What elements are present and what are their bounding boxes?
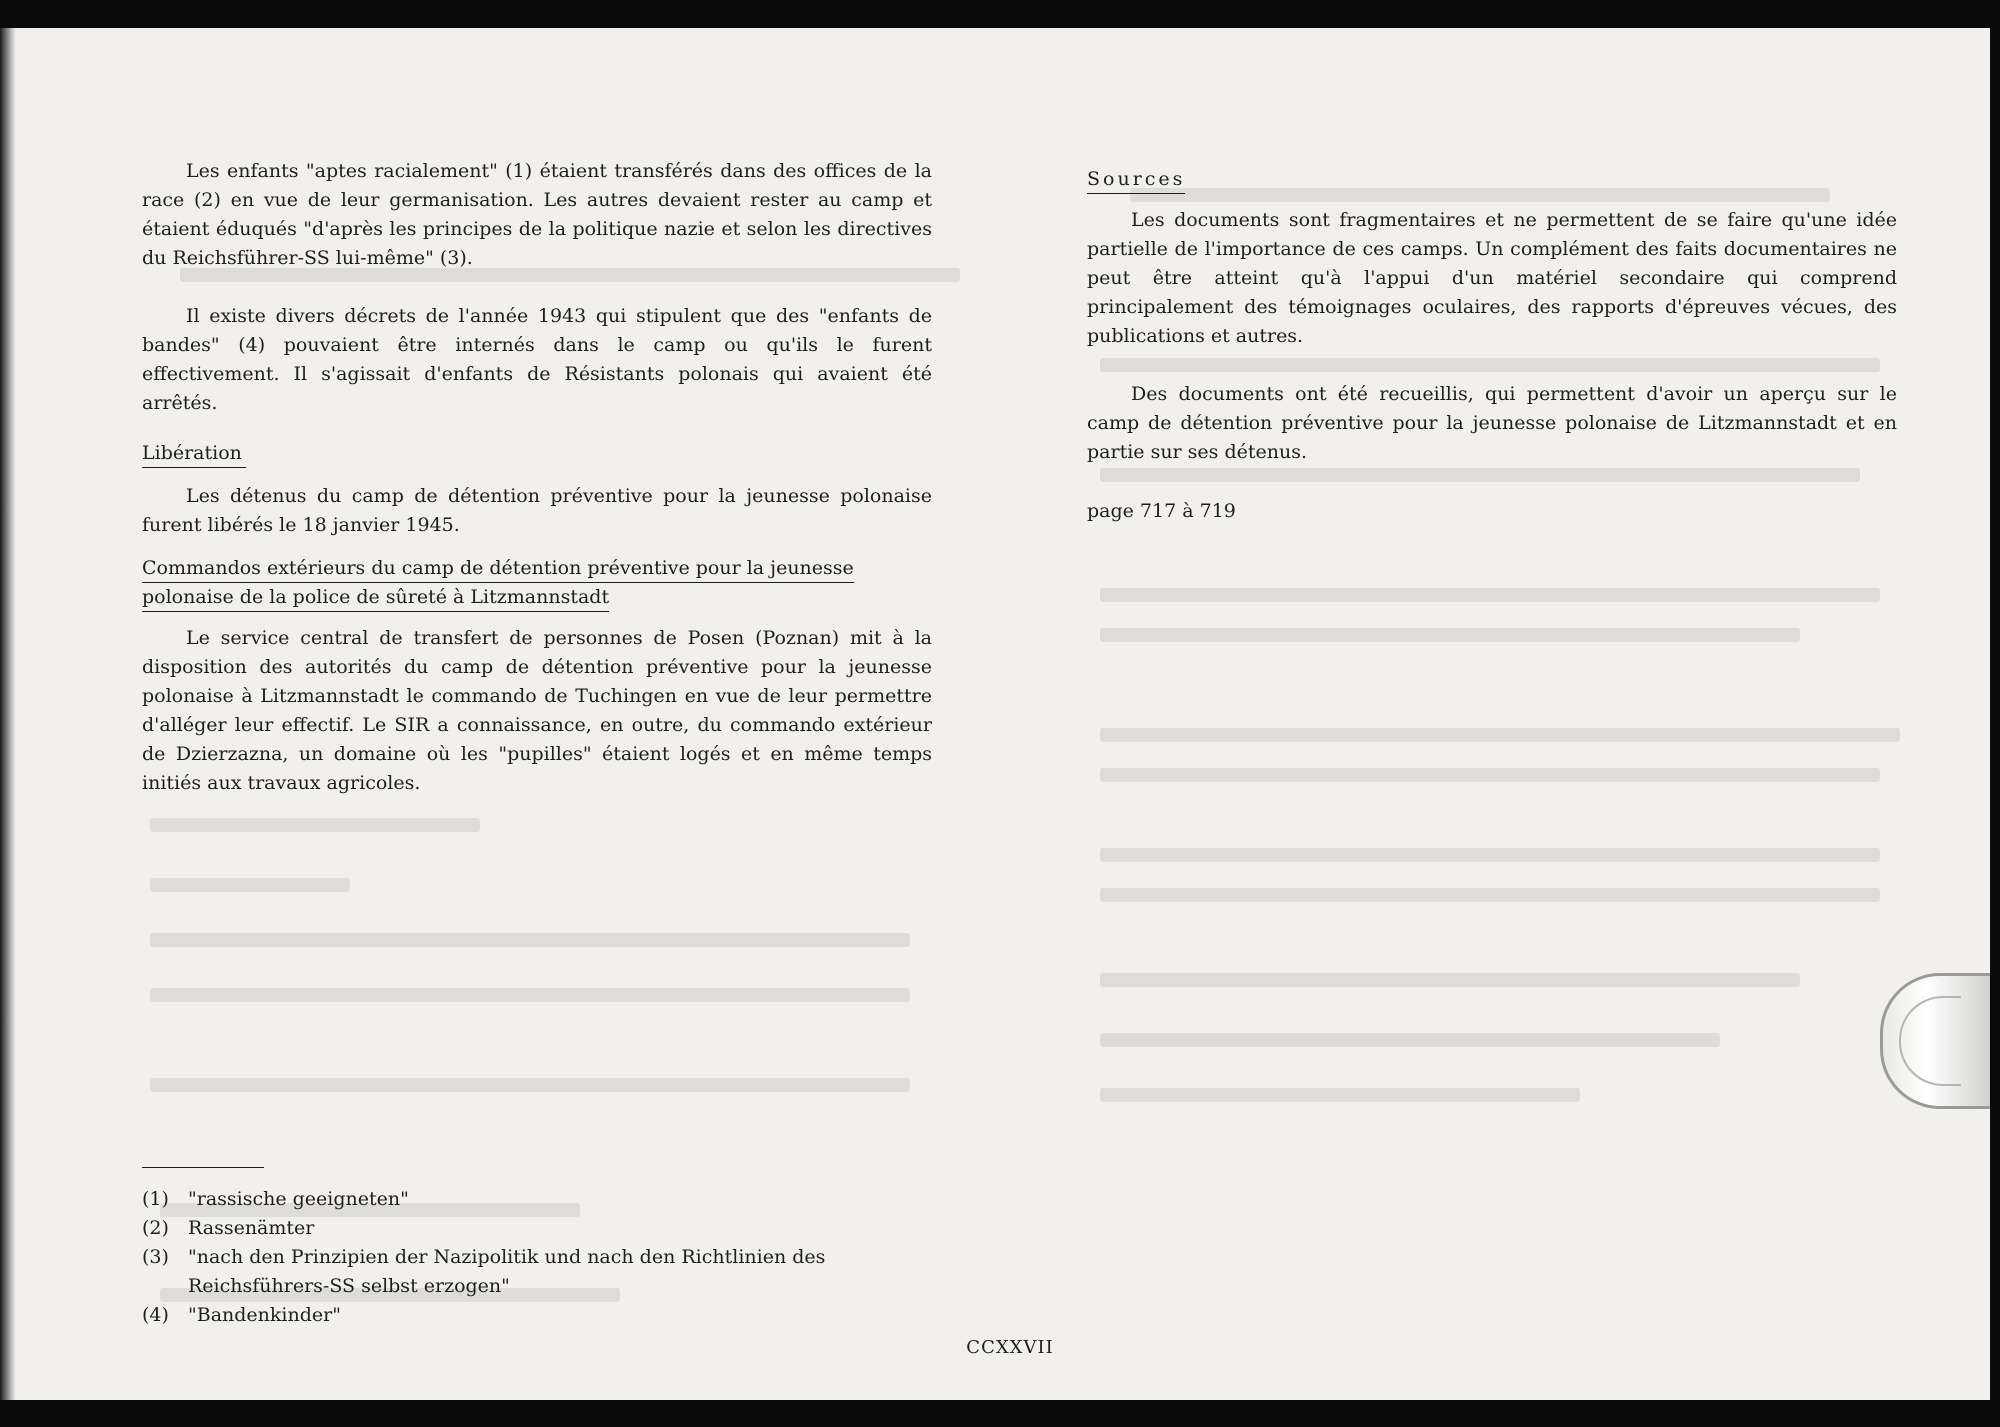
bleed-through-mark	[1100, 1033, 1720, 1047]
paper-clip-loop	[1899, 996, 1961, 1086]
bleed-through-mark	[1100, 973, 1800, 987]
heading-commandos-line-2: polonaise de la police de sûreté à Litzmannstadt	[142, 583, 609, 612]
footnote-text: "nach den Prinzipien der Nazipolitik und nach den Richtlinien des Reichsführers-SS selbst erzogen"	[188, 1246, 826, 1297]
bleed-through-mark	[1100, 1088, 1580, 1102]
footnote-text: "rassische geeigneten"	[188, 1188, 409, 1210]
footnote	[142, 1243, 902, 1301]
heading-liberation: Libération	[142, 440, 246, 468]
bleed-through-mark	[1100, 768, 1880, 782]
bleed-through-mark	[1100, 728, 1900, 742]
page-number: CCXXVII	[966, 1337, 1054, 1358]
page-reference: page 717 à 719	[1087, 500, 1236, 522]
footnote-number: (2)	[142, 1217, 169, 1239]
bleed-through-mark	[150, 1078, 910, 1092]
paragraph-sources-fragmentary: Les documents sont fragmentaires et ne permettent de se faire qu'une idée partielle de l'importance de ces camps. Un complément des faits documentaires ne peut être atteint qu'à l'appui d'un matériel secondaire qui comprend principalement des témoignages oculaires, des rapports d'épreuves vécues, des publications et autres.	[1087, 209, 1897, 347]
paragraph-sources-collected: Des documents ont été recueillis, qui permettent d'avoir un aperçu sur le camp de détention préventive pour la jeunesse polonaise de Litzmannstadt et en partie sur ses détenus.	[1087, 383, 1897, 463]
right-column	[1087, 165, 1897, 526]
bleed-through-mark	[1100, 848, 1880, 862]
footnote-separator	[142, 1167, 264, 1168]
paragraph-racial-selection: Les enfants "aptes racialement" (1) étaient transférés dans des offices de la race (2) en vue de leur germanisation. Les autres devaient rester au camp et étaient éduqués "d'après les principes de la politique nazie et selon les directives du Reichsführer-SS lui-même" (3).	[142, 160, 932, 269]
footnote	[142, 1214, 902, 1243]
bleed-through-mark	[1100, 588, 1880, 602]
heading-sources: Sources	[1087, 166, 1185, 194]
footnote-number: (1)	[142, 1188, 169, 1210]
footnote-number: (4)	[142, 1304, 169, 1326]
bleed-through-mark	[150, 988, 910, 1002]
left-column	[142, 157, 932, 798]
bleed-through-mark	[150, 933, 910, 947]
bleed-through-mark	[150, 878, 350, 892]
footnote-text: Rassenämter	[188, 1217, 315, 1239]
paragraph-commandos: Le service central de transfert de personnes de Posen (Poznan) mit à la disposition des autorités du camp de détention préventive pour la jeunesse polonaise à Litzmannstadt le commando de Tuchingen en vue de leur permettre d'alléger leur effectif. Le SIR a connaissance, en outre, du commando extérieur de Dzierzazna, un domaine où les "pupilles" étaient logés et en même temps initiés aux travaux agricoles.	[142, 627, 932, 794]
book-spine-shadow	[0, 28, 16, 1400]
footnotes	[142, 1185, 902, 1330]
footnote-text: "Bandenkinder"	[188, 1304, 341, 1326]
bleed-through-mark	[150, 818, 480, 832]
paper-clip-icon	[1880, 973, 1990, 1109]
footnote-number: (3)	[142, 1246, 169, 1268]
heading-commandos	[142, 554, 932, 612]
bleed-through-mark	[1100, 888, 1880, 902]
bleed-through-mark	[1100, 628, 1800, 642]
footnote	[142, 1301, 902, 1330]
footnote	[142, 1185, 902, 1214]
paragraph-decrees-1943: Il existe divers décrets de l'année 1943 qui stipulent que des "enfants de bandes" (4) pouvaient être internés dans le camp ou qu'ils le furent effectivement. Il s'agissait d'enfants de Résistants polonais qui avaient été arrêtés.	[142, 305, 932, 414]
paragraph-liberation: Les détenus du camp de détention préventive pour la jeunesse polonaise furent libérés le 18 janvier 1945.	[142, 485, 932, 536]
scanned-page	[0, 28, 1990, 1400]
heading-commandos-line-1: Commandos extérieurs du camp de détention préventive pour la jeunesse	[142, 554, 854, 583]
